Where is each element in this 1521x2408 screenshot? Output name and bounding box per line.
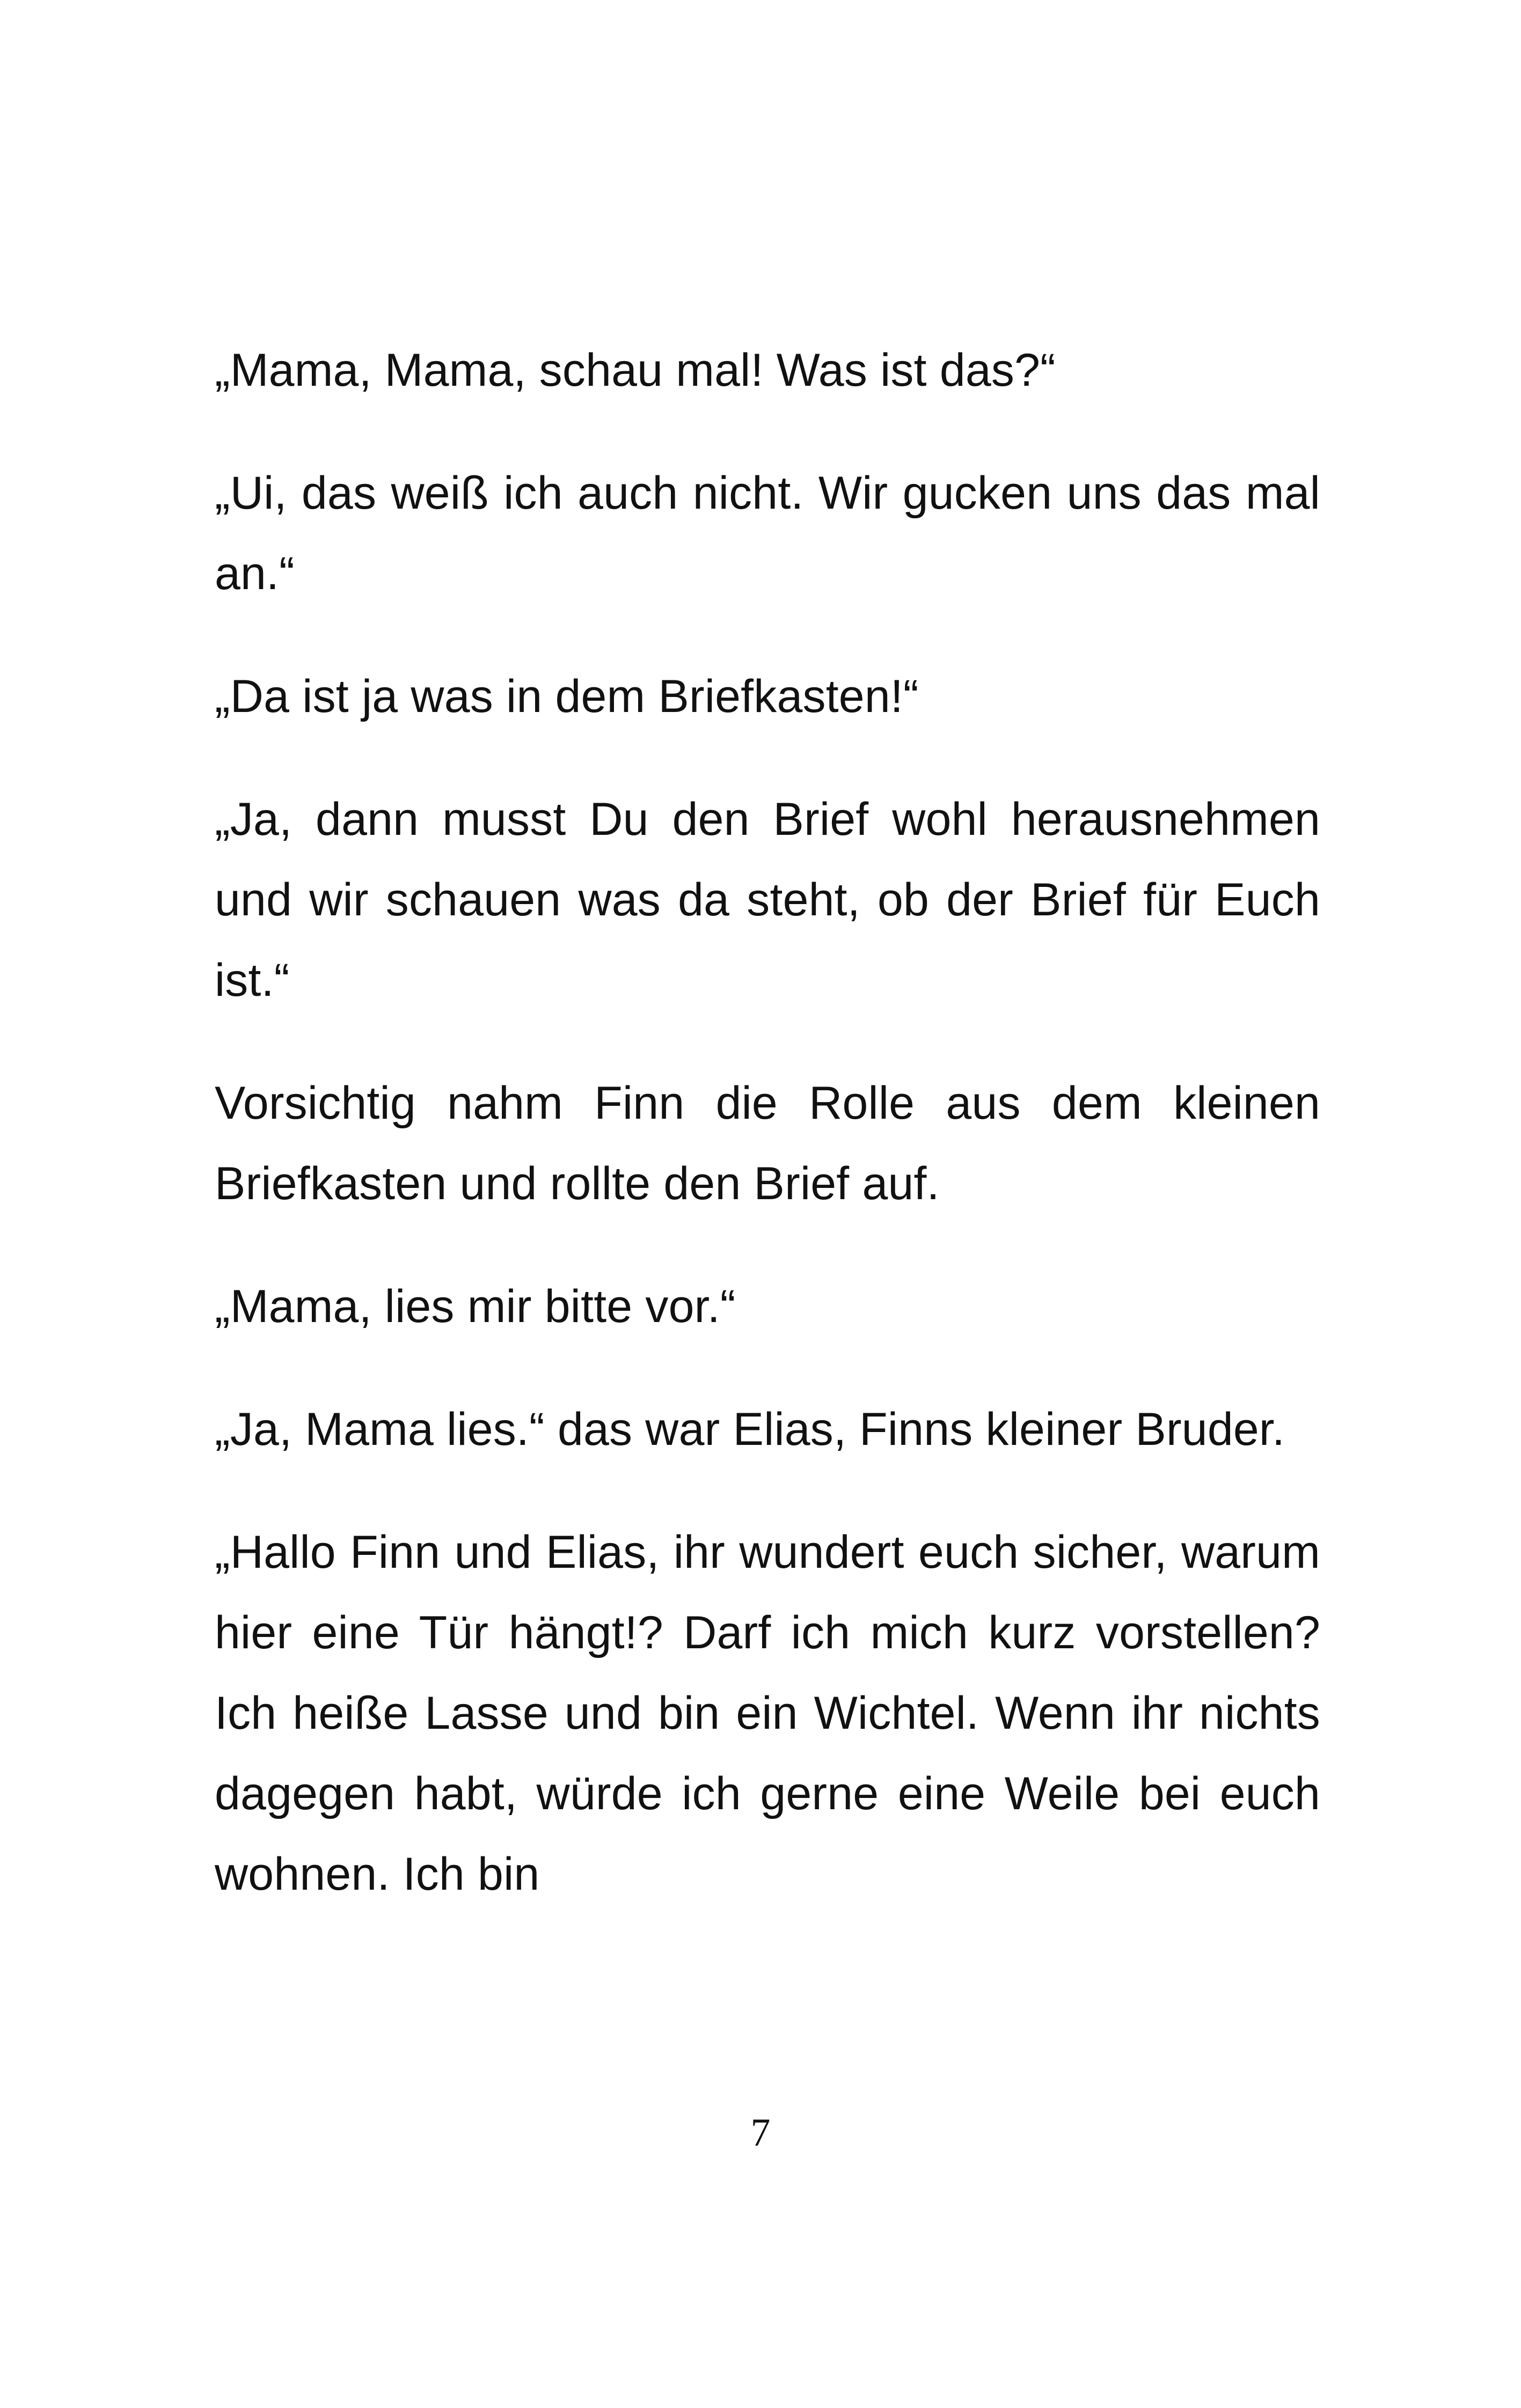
paragraph-2: „Ui, das weiß ich auch nicht. Wir gucken uns das mal an.“ [215, 467, 1320, 599]
paragraph-6: „Mama, lies mir bitte vor.“ [215, 1281, 736, 1332]
paragraph-7: „Ja, Mama lies.“ das war Elias, Finns kleiner Bruder. [215, 1404, 1285, 1455]
paragraph-4: „Ja, dann musst Du den Brief wohl herausnehmen und wir schauen was da steht, ob der Brief für Euch ist.“ [215, 794, 1320, 1006]
paragraph-1: „Mama, Mama, schau mal! Was ist das?“ [215, 344, 1056, 396]
paragraph-5: Vorsichtig nahm Finn die Rolle aus dem kleinen Briefkasten und rollte den Brief auf. [215, 1077, 1320, 1209]
page-number: 7 [750, 2111, 771, 2155]
text-column [215, 330, 1320, 1957]
paragraph-8: „Hallo Finn und Elias, ihr wundert euch sicher, warum hier eine Tür hängt!? Darf ich mich kurz vorstellen? Ich heiße Lasse und bin ein Wichtel. Wenn ihr nichts dagegen habt, würde ich gerne eine Weile bei euch wohnen. Ich bin [215, 1526, 1320, 1900]
paragraph-3: „Da ist ja was in dem Briefkasten!“ [215, 671, 919, 722]
